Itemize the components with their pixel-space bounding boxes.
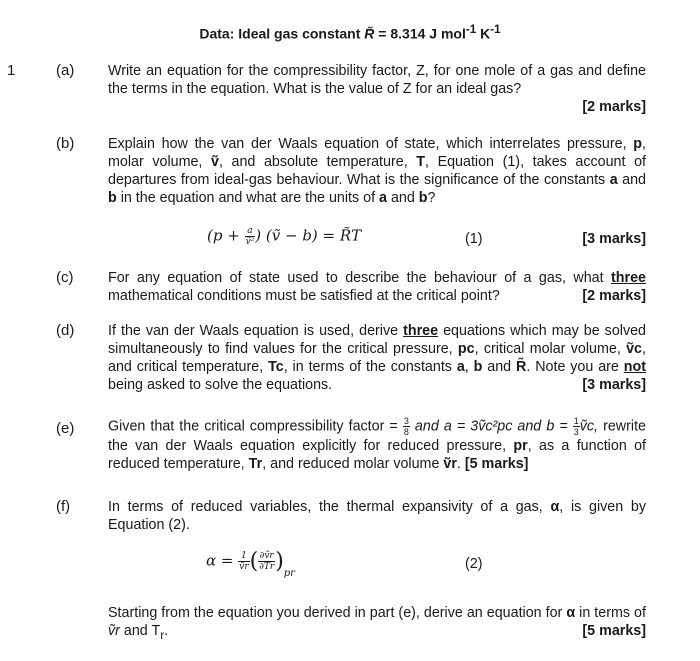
- equation-1: (p + $\frac{a}{\text{ṽ²}}$ ) (ṽ − b) = R̃T: [207, 226, 362, 247]
- part-f-text: In terms of reduced variables, the thermal expansivity of a gas, α, is given by Equation (2).: [108, 499, 646, 533]
- data-header: Data: Ideal gas constant R̃ = 8.314 J mol$^{-1}$ $K^{-1}$: [199, 23, 501, 42]
- part-d-marks: [3 marks]: [582, 377, 646, 393]
- part-f-label: (f): [56, 498, 71, 515]
- part-b-text: Explain how the van der Waals equation of state, which interrelates pressure, p, molar volume, ṽ, and absolute temperature, T, Equation (1), takes account of departures from ideal-gas behaviour. What is the significance of the constants a and b in the equation and what are the units of a and b?: [108, 136, 646, 206]
- equation-1-number: (1): [465, 231, 483, 247]
- part-c-label: (c): [56, 269, 74, 286]
- part-b-label: (b): [56, 135, 75, 152]
- part-c-text: For any equation of state used to describe the behaviour of a gas, what three mathematical conditions must be satisfied at the critical point? [2 marks]: [108, 270, 646, 304]
- part-a-marks: [2 marks]: [582, 99, 646, 115]
- part-e-marks: [5 marks]: [464, 456, 529, 472]
- part-a-label: (a): [56, 62, 75, 79]
- part-e-label: (e): [56, 420, 75, 437]
- part-a-text: Write an equation for the compressibility factor, Z, for one mole of a gas and define the terms in the equation. What is the value of Z for an ideal gas? [2 marks]: [108, 63, 646, 115]
- question-number: 1: [7, 62, 16, 79]
- equation-2: α = $\frac{1}{\text{ṽr}}$ ( $\frac{\text{∂ṽr}}{\partial Tr}$ )$_{pr}$: [206, 549, 295, 579]
- part-f-text-2: Starting from the equation you derived in part (e), derive an equation for α in terms of ṽr and $T_r$. [5 marks]: [108, 605, 646, 642]
- frac-three-eighths: $\frac{3}{8}$: [403, 416, 409, 437]
- frac-one-third: $\frac{1}{3}$: [573, 416, 579, 437]
- part-d-label: (d): [56, 322, 75, 339]
- part-e-text: Given that the critical compressibility factor = $\frac{3}{8}$ and a = 3ṽc²pc and b = $\frac{1}{3}$ ṽc, rewrite the van der Waals equation explicitly for reduced pressure, pr, as a function of reduced temperature, Tr, and reduced molar volume ṽr. [5 marks]: [108, 416, 646, 472]
- part-b-marks: [3 marks]: [582, 231, 646, 247]
- eq1-fraction: $\frac{a}{\text{ṽ²}}$: [245, 226, 255, 247]
- part-f-marks: [5 marks]: [582, 623, 646, 639]
- part-d-text: If the van der Waals equation is used, derive three equations which may be solved simultaneously to find values for the critical pressure, pc, critical molar volume, ṽc, and critical temperature, Tc, in terms of the constants a, b and R̃. Note you are not being asked to solve the equations. [3 marks]: [108, 323, 647, 393]
- part-c-marks: [2 marks]: [582, 288, 646, 304]
- equation-2-number: (2): [465, 556, 483, 572]
